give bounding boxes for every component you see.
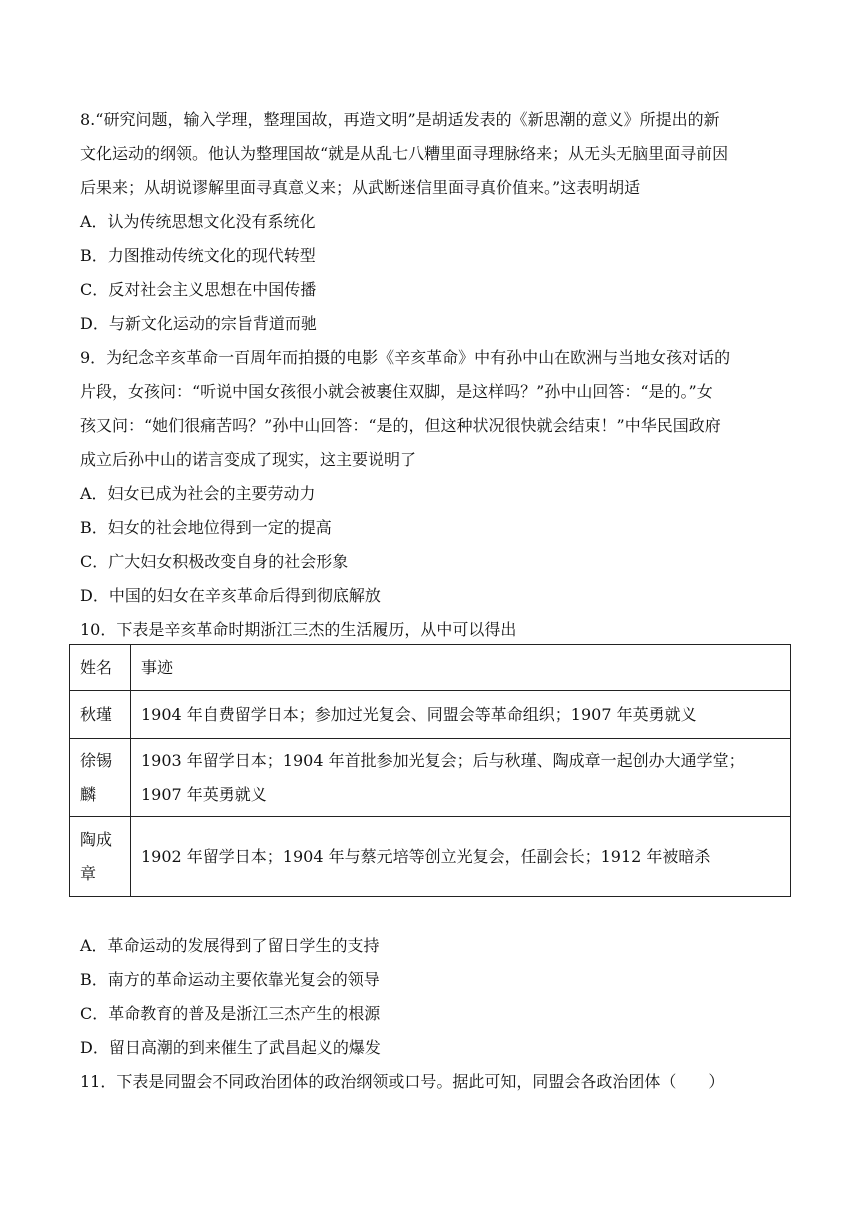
q10-option-d: D．留日高潮的到来催生了武昌起义的爆发 (80, 1038, 381, 1057)
q8-stem-line-3: 后果来；从胡说谬解里面寻真意义来；从武断迷信里面寻真价值来。”这表明胡适 (80, 178, 641, 197)
q11-stem: 11．下表是同盟会不同政治团体的政治纲领或口号。据此可知，同盟会各政治团体（ ） (80, 1072, 725, 1091)
table-row (70, 691, 791, 739)
q8-option-c: C．反对社会主义思想在中国传播 (80, 280, 317, 299)
q9-stem-line-3: 孩又问：“她们很痛苦吗？”孙中山回答：“是的，但这种状况很快就会结束！”中华民国政府 (80, 416, 721, 435)
q9-stem-line-1: 9．为纪念辛亥革命一百周年而拍摄的电影《辛亥革命》中有孙中山在欧洲与当地女孩对话的 (80, 348, 731, 367)
table-cell-deeds: 1904 年自费留学日本；参加过光复会、同盟会等革命组织；1907 年英勇就义 (131, 691, 791, 739)
q8-option-b: B．力图推动传统文化的现代转型 (80, 246, 316, 265)
q9-stem-line-2: 片段，女孩问：“听说中国女孩很小就会被裹住双脚，是这样吗？”孙中山回答：“是的。”女 (80, 382, 713, 401)
q8-stem-line-2: 文化运动的纲领。他认为整理国故“就是从乱七八糟里面寻理脉络来；从无头无脑里面寻前因 (80, 144, 729, 163)
table-cell-name: 秋瑾 (70, 691, 131, 739)
q9-option-b: B．妇女的社会地位得到一定的提高 (80, 518, 332, 537)
q10-table (69, 644, 791, 897)
table-row (70, 739, 791, 817)
table-row (70, 817, 791, 897)
q9-stem-line-4: 成立后孙中山的诺言变成了现实，这主要说明了 (80, 450, 417, 469)
q10-option-c: C．革命教育的普及是浙江三杰产生的根源 (80, 1004, 381, 1023)
table-cell-name: 陶成章 (70, 817, 131, 897)
table-header-name: 姓名 (70, 645, 131, 691)
q8-option-d: D．与新文化运动的宗旨背道而驰 (80, 314, 317, 333)
table-cell-name: 徐锡麟 (70, 739, 131, 817)
q8-stem-line-1: 8.“研究问题，输入学理，整理国故，再造文明”是胡适发表的《新思潮的意义》所提出的新 (80, 110, 720, 129)
table-cell-deeds: 1902 年留学日本；1904 年与蔡元培等创立光复会，任副会长；1912 年被暗杀 (131, 817, 791, 897)
table-cell-deeds: 1903 年留学日本；1904 年首批参加光复会；后与秋瑾、陶成章一起创办大通学堂；1907 年英勇就义 (131, 739, 791, 817)
q10-option-b: B．南方的革命运动主要依靠光复会的领导 (80, 970, 380, 989)
q10-stem: 10．下表是辛亥革命时期浙江三杰的生活履历，从中可以得出 (80, 620, 517, 639)
q9-option-a: A．妇女已成为社会的主要劳动力 (80, 484, 316, 503)
q8-option-a: A．认为传统思想文化没有系统化 (80, 212, 316, 231)
table-header-row (70, 645, 791, 691)
q9-option-c: C．广大妇女积极改变自身的社会形象 (80, 552, 349, 571)
table-header-deeds: 事迹 (131, 645, 791, 691)
q10-option-a: A．革命运动的发展得到了留日学生的支持 (80, 936, 380, 955)
q9-option-d: D．中国的妇女在辛亥革命后得到彻底解放 (80, 586, 381, 605)
